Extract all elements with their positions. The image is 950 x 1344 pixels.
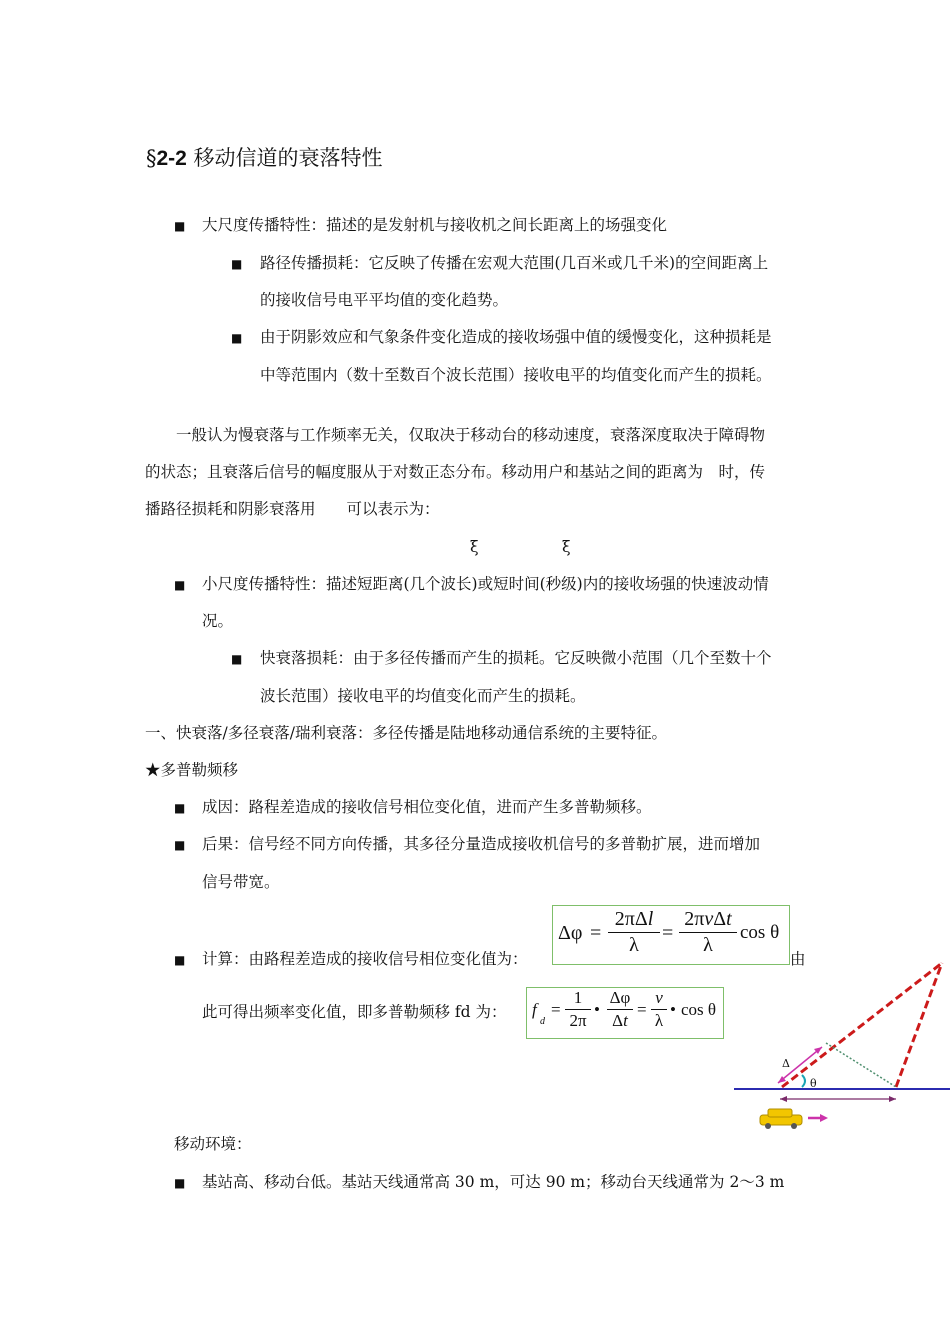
text-line: 计算：由路程差造成的接收信号相位变化值为： — [202, 950, 528, 968]
text-line: 小尺度传播特性：描述短距离(几个波长)或短时间(秒级)内的接收场强的快速波动情 — [202, 575, 769, 593]
arrow-head — [780, 1096, 787, 1102]
projection-line — [826, 1043, 896, 1087]
arrow-head — [820, 1114, 828, 1122]
car-icon — [760, 1109, 802, 1129]
text-line: 路径传播损耗：它反映了传播在宏观大范围(几百米或几千米)的空间距离上 — [260, 254, 769, 272]
theta-label: θ — [810, 1077, 817, 1090]
eq-fraction: 2πvΔt λ — [679, 908, 737, 957]
delta-label: Δ — [782, 1057, 790, 1070]
text-line: 况。 — [202, 612, 234, 630]
angle-arc — [802, 1075, 805, 1087]
text-line: 信号带宽。 — [202, 873, 280, 891]
eq-fraction: 2πΔl λ — [608, 908, 660, 957]
text-line: 后果：信号经不同方向传播，其多径分量造成接收机信号的多普勒扩展，进而增加 — [202, 835, 761, 853]
text-line: 成因：路程差造成的接收信号相位变化值，进而产生多普勒频移。 — [202, 798, 652, 816]
eq-cos: cos θ — [681, 1000, 717, 1019]
eq-equals: = — [637, 1000, 647, 1019]
eq-equals: = — [590, 922, 602, 944]
bullet-icon: ■ — [174, 801, 186, 815]
bullet-icon: ■ — [231, 257, 243, 271]
paragraph-line: 播路径损耗和阴影衰落用 可以表示为： — [145, 500, 440, 518]
bullet-icon: ■ — [174, 953, 186, 967]
formula-symbol: ξ — [470, 538, 479, 556]
text-line: 此可得出频率变化值，即多普勒频移 fd 为： — [202, 1003, 507, 1021]
section-heading: 一、快衰落/多径衰落/瑞利衰落：多径传播是陆地移动通信系统的主要特征。 — [145, 724, 667, 742]
eq-fraction: v λ — [651, 988, 667, 1031]
arrow-head — [889, 1096, 896, 1102]
page-title: §2-2 移动信道的衰落特性 — [146, 146, 383, 170]
bullet-icon: ■ — [174, 219, 186, 233]
paragraph-line: 一般认为慢衰落与工作频率无关，仅取决于移动台的移动速度，衰落深度取决于障碍物 — [176, 426, 766, 444]
text-line: 中等范围内（数十至数百个波长范围）接收电平的均值变化而产生的损耗。 — [260, 366, 772, 384]
eq-fd: f — [532, 1000, 537, 1019]
text-line: 移动环境： — [174, 1135, 252, 1153]
bullet-icon: ■ — [174, 838, 186, 852]
eq-equals: = — [662, 922, 674, 944]
eq-fraction: Δφ Δt — [607, 988, 633, 1031]
text-line: 的接收信号电平平均值的变化趋势。 — [260, 291, 509, 309]
eq-lhs: Δφ — [558, 922, 583, 944]
text-line: 波长范围）接收电平的均值变化而产生的损耗。 — [260, 687, 586, 705]
subsection-heading: ★多普勒频移 — [145, 761, 239, 779]
text-line: 大尺度传播特性：描述的是发射机与接收机之间长距离上的场强变化 — [202, 216, 668, 234]
bullet-icon: ■ — [231, 331, 243, 345]
doppler-shift-equation — [526, 987, 724, 1039]
eq-subscript: d — [540, 1016, 545, 1027]
eq-fraction: 1 2π — [565, 988, 591, 1031]
bullet-icon: ■ — [174, 578, 186, 592]
text-line: 由 — [790, 950, 806, 968]
formula-symbol: ξ — [562, 538, 571, 556]
eq-dot: • — [594, 1000, 600, 1019]
doppler-geometry-diagram — [730, 955, 950, 1135]
eq-dot: • — [670, 1000, 676, 1019]
text-line: 基站高、移动台低。基站天线通常高 30 m，可达 90 m；移动台天线通常为 2～3 m — [202, 1173, 785, 1191]
eq-equals: = — [551, 1000, 561, 1019]
text-line: 快衰落损耗：由于多径传播而产生的损耗。它反映微小范围（几个至数十个 — [260, 649, 772, 667]
bullet-icon: ■ — [231, 652, 243, 666]
paragraph-line: 的状态；且衰落后信号的幅度服从于对数正态分布。移动用户和基站之间的距离为 时，传 — [145, 463, 766, 481]
text-line: 由于阴影效应和气象条件变化造成的接收场强中值的缓慢变化，这种损耗是 — [260, 328, 772, 346]
bullet-icon: ■ — [174, 1176, 186, 1190]
eq-cos: cos θ — [740, 922, 780, 943]
